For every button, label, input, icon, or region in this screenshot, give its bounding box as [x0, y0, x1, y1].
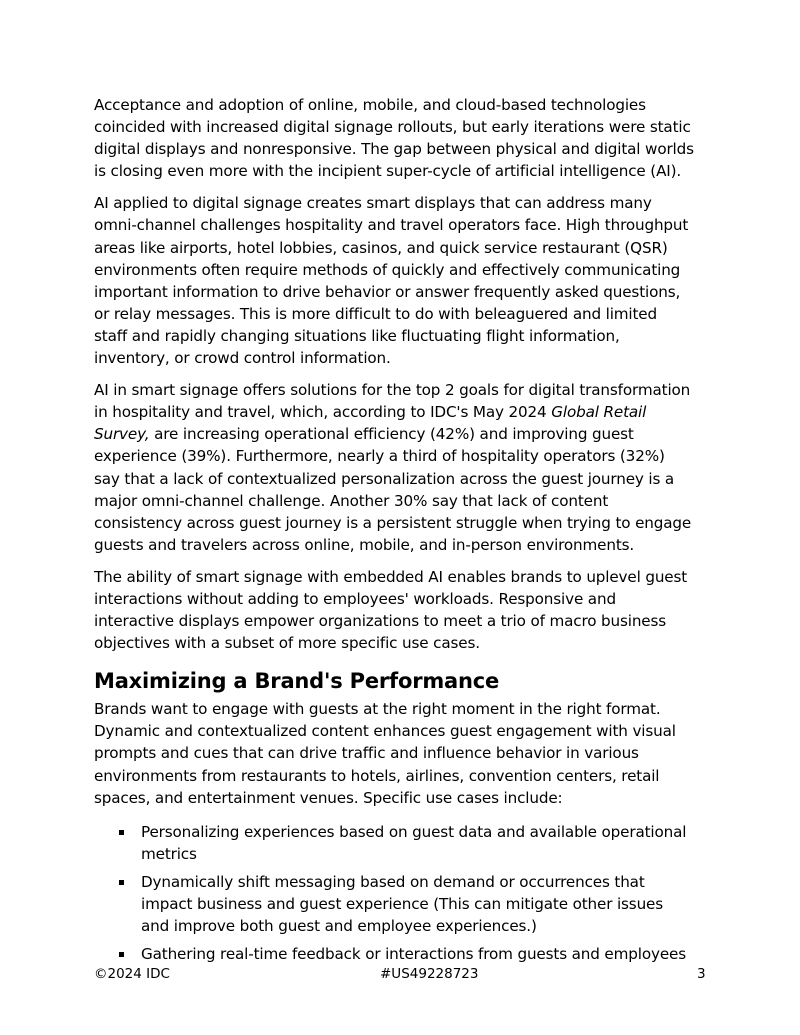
paragraph-smart-signage: The ability of smart signage with embedded AI enables brands to uplevel guest interactions without adding to employees' workloads. Responsive and interactive displays empower organizations to meet a trio of macro business objectives with a subset of more specific use cases. [94, 567, 688, 653]
paragraph-ai-signage: AI applied to digital signage creates smart displays that can address many omni-channel challenges hospitality and travel operators face. High throughput areas like airports, hotel lobbies, casinos, and quick service restaurant (QSR) environments often require methods of quickly and effectively communicating important information to drive behavior or answer frequently asked questions, or relay messages. This is more difficult to do with beleaguered and limited staff and rapidly changing situations like fluctuating flight information, inventory, or crowd control information. [94, 194, 689, 368]
page-body [94, 94, 694, 971]
footer-page-number: 3 [697, 966, 706, 982]
square-bullet-icon [119, 830, 124, 835]
paragraph-survey-text-before: AI in smart signage offers solutions for the top 2 goals for digital transformation in hospitality and travel, which, according to IDC's May 2024 [94, 381, 691, 422]
footer-copyright: ©2024 IDC [94, 966, 170, 982]
section-heading: Maximizing a Brand's Performance [94, 669, 500, 694]
square-bullet-icon [119, 952, 124, 957]
survey-title: Global Retail Survey, [94, 403, 647, 444]
list-item [94, 871, 694, 937]
square-bullet-icon [119, 880, 124, 885]
use-case-list [94, 821, 694, 966]
paragraph-survey [94, 379, 694, 556]
paragraph-intro: Acceptance and adoption of online, mobile, and cloud-based technologies coincided with increased digital signage rollouts, but early iterations were static digital displays and nonresponsive. The gap between physical and digital worlds is closing even more with the incipient super-cycle of artificial intelligence (AI). [94, 96, 694, 181]
list-item-text: Personalizing experiences based on guest data and available operational metrics [141, 822, 687, 863]
list-item [94, 943, 694, 965]
section-intro: Brands want to engage with guests at the right moment in the right format. Dynamic and contextualized content enhances guest engagement with visual prompts and cues that can drive traffic and influence behavior in various environments from restaurants to hotels, airlines, convention centers, retail spaces, and entertainment venues. Specific use cases include: [94, 700, 676, 807]
paragraph-survey-text-after: are increasing operational efficiency (42%) and improving guest experience (39%). Furthermore, nearly a third of hospitality operators (32%) say that a lack of contextualized personalization across the guest journey is a major omni-channel challenge. Another 30% say that lack of content consistency across guest journey is a persistent struggle when trying to engage guests and travelers across online, mobile, and in-person environments. [94, 425, 692, 554]
footer-doc-id: #US49228723 [380, 966, 479, 982]
list-item-text: Gathering real-time feedback or interactions from guests and employees [141, 945, 686, 964]
list-item [94, 821, 694, 865]
list-item-text: Dynamically shift messaging based on demand or occurrences that impact business and guest experience (This can mitigate other issues and improve both guest and employee experiences.) [141, 872, 664, 936]
